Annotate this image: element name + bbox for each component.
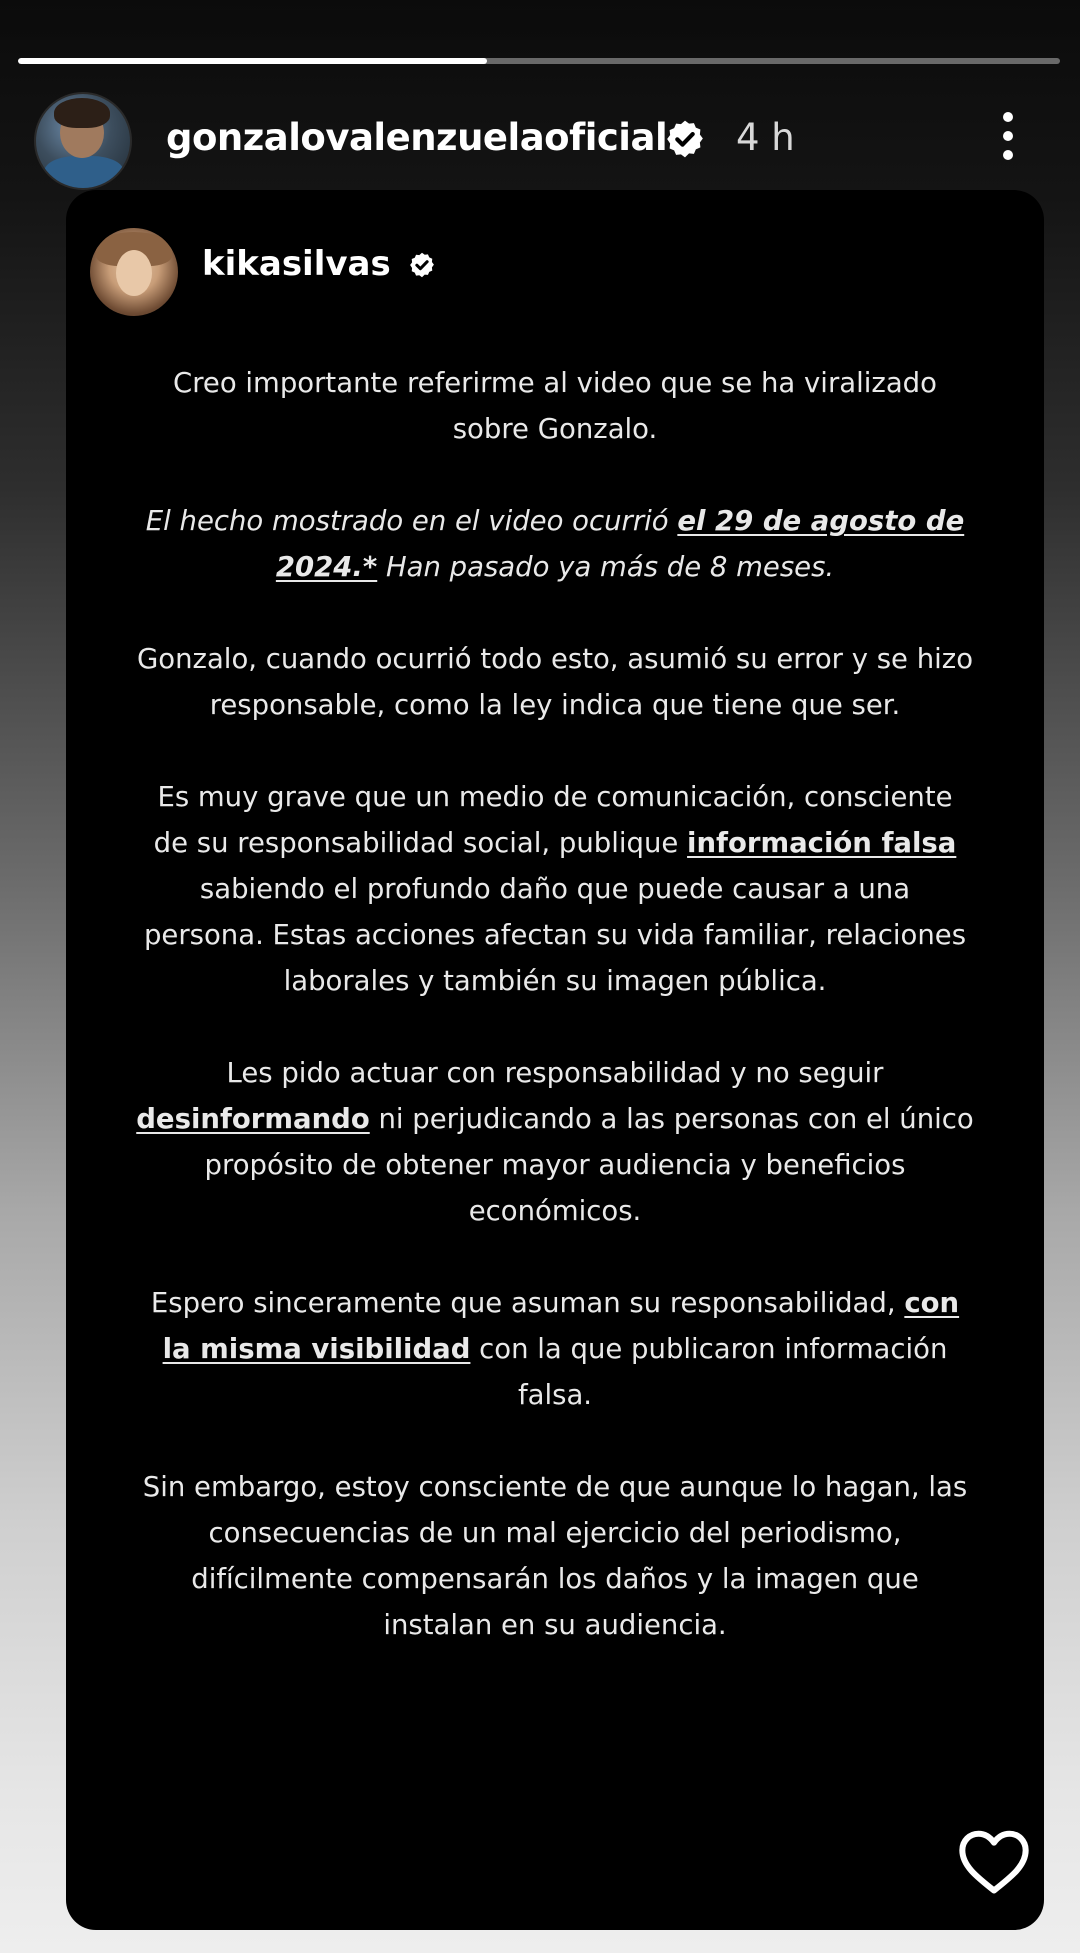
highlighted-text: desinformando [136, 1103, 370, 1135]
paragraph: Gonzalo, cuando ocurrió todo esto, asumió su error y se hizo responsable, como la ley indica que tiene que ser. [136, 643, 974, 721]
paragraph: Espero sinceramente que asuman su responsabilidad, con la misma visibilidad con la que publicaron información falsa. [150, 1287, 960, 1411]
story-progress-fill [18, 58, 487, 64]
story-header [0, 88, 1080, 192]
paragraph: Les pido actuar con responsabilidad y no seguir desinformando ni perjudicando a las personas con el único propósito de obtener mayor audiencia y beneficios económicos. [136, 1057, 974, 1227]
post-time: 4 h [736, 116, 795, 159]
shared-post-card [66, 190, 1044, 1930]
verified-badge-icon [664, 118, 706, 160]
highlighted-text: el 29 de agosto de 2024.* [275, 505, 965, 583]
more-vertical-icon[interactable] [988, 106, 1028, 166]
story-progress-bar [18, 58, 1060, 64]
paragraph: Sin embargo, estoy consciente de que aunque lo hagan, las consecuencias de un mal ejercicio del periodismo, difícilmente compensarán los daños y la imagen que instalan en su audiencia. [142, 1471, 968, 1641]
heart-icon[interactable] [956, 1826, 1032, 1896]
highlighted-text: información falsa [687, 827, 957, 859]
paragraph: Creo importante referirme al video que se ha viralizado sobre Gonzalo. [173, 367, 937, 445]
shared-post-username[interactable]: kikasilvas [202, 244, 391, 284]
paragraph: El hecho mostrado en el video ocurrió el 29 de agosto de 2024.* Han pasado ya más de 8 meses. [145, 505, 965, 583]
highlighted-text: con la misma visibilidad [162, 1287, 960, 1365]
story-username[interactable]: gonzalovalenzuelaoficial [166, 116, 668, 159]
avatar[interactable] [90, 228, 178, 316]
statement-text [136, 360, 974, 1694]
avatar[interactable] [34, 92, 132, 190]
verified-badge-icon [408, 251, 436, 279]
paragraph: Es muy grave que un medio de comunicación, consciente de su responsabilidad social, publique información falsa sabiendo el profundo daño que puede causar a una persona. Estas acciones afectan su vida familiar, relaciones laborales y también su imagen pública. [143, 781, 967, 997]
